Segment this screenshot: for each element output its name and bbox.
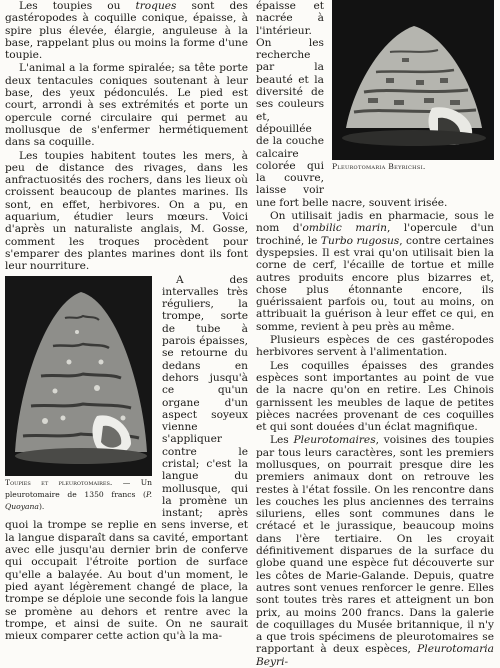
text-run: Les toupies ou <box>19 0 136 12</box>
text-run: , l'opercule d'un trochiné, le <box>256 222 495 247</box>
text-run: , contre certaines dyspepsies. Il est vrai qu'on utilisait bien la corne de cerf, l'écaille de tortue et mille autres produits encore plus bizarres et, chose plus étonnante encore, ils guérissaient parfois ou, tout au moins, on attribuait la guérison à leur effet ce qui, en somme, revient à peu près au même. <box>256 234 494 333</box>
paragraph: L'animal a la forme spiralée; sa tête porte deux tentacules coniques soutenant à leur base, des yeux pédonculés. Le pied est court, arrondi à ses extrémités et porte un opercule corné circulaire qui permet au mollusque de s'enfermer hermétiquement dans sa coquille. <box>5 62 248 149</box>
paragraph: Les toupies habitent toutes les mers, à peu de distance des rivages, dans les anfractuosités des rochers, dans les lieux où croissent beaucoup de plantes marines. Ils sont, en effet, herbivores. On a pu, en aquarium, étudier leurs mœurs. Voici d'après un naturaliste anglais, M. Gosse, comment les troques procèdent pour s'emparer des plantes marines dont ils font leur nourriture. <box>5 149 248 273</box>
shell-illustration <box>5 276 152 476</box>
text-run: , voisines des toupies par tous leurs caractères, sont les premiers mollusques, on pourrait presque dire les premiers animaux dont on retrouve les restes à l'état fossile. On les rencontre dans les couches les plus anciennes des terrains siluriens, elles sont communes dans le crétacé et le jurassique, beaucoup moins dans l'ère tertiaire. On les croyait définitivement disparues de la surface du globe quand une espèce fut découverte sur les côtes de Marie-Galande. Depuis, quatre autres sont venues renforcer le genre. Elles sont toutes très rares et atteignent un bon prix, au moins 200 francs. Dans la galerie de coquillages du Musée britannique, il n'y a que trois spécimens de pleurotomaires se rapportant à deux espèces, <box>256 434 495 656</box>
paragraph <box>5 274 248 643</box>
italic-term: Pleurotomaires <box>293 434 376 447</box>
caption-tail: ). <box>38 502 45 512</box>
italic-term: ombilic marin <box>302 222 387 235</box>
paragraph <box>256 210 494 333</box>
paragraph <box>256 0 494 209</box>
figure-caption <box>5 478 152 512</box>
left-column <box>5 0 248 642</box>
figure-pleurotomaria <box>332 0 494 188</box>
shell-illustration <box>332 0 494 160</box>
figure-toupies <box>5 276 152 512</box>
text-run: On utilisait jadis en pharmacie, sous le nom d' <box>256 210 494 235</box>
paragraph <box>256 434 494 668</box>
italic-term: Turbo rugosus <box>320 234 400 247</box>
right-column <box>256 0 494 668</box>
italic-term: Pleurotomaria Beyri- <box>256 643 494 668</box>
caption-head: Toupies et pleurotomaires. <box>5 477 113 487</box>
paragraph: Plusieurs espèces de ces gastéropodes herbivores servent à l'alimentation. <box>256 334 494 359</box>
caption-body: — Un pleurotomaire de 1350 francs ( <box>5 477 152 499</box>
figure-caption: Pleurotomaria Beyrichsi. <box>332 162 426 171</box>
paragraph: Les coquilles épaisses des grandes espèces sont importantes au point de vue de la nacre qu'on en retire. Les Chinois garnissent les meubles de laque de petites pièces nacrées provenant de ces coquilles et qui sont douées d'un éclat magnifique. <box>256 359 494 434</box>
italic-term: troques <box>135 0 177 12</box>
text-run: A des intervalles très réguliers, la trompe, sorte de tube à parois épaisses, se retourne du dedans en dehors jusqu'à ce qu'un organe d'un aspect soyeux vienne s'appliquer contre le cristal; c'est la langue du mollusque, qui la promène un instant; après quoi la trompe se replie en sens inverse, et la langue disparaît dans sa cavité, emportant avec elle jusqu'au dernier brin de conferve qui occupait l'étroite portion de surface qu'elle a balayée. Au bout d'un moment, le pied ayant légèrement changé de place, la trompe se déploie une seconde fois la langue se promène au dehors et rentre avec la trompe, et ainsi de suite. On ne saurait mieux comparer cette action qu'à la ma- <box>5 273 248 643</box>
caption-species: P. Quoyana <box>5 489 152 512</box>
text-run: Les <box>270 434 294 447</box>
text-run: sont des gastéropodes à coquille conique, épaisse, à spire plus élevée, élargie, anguleuse à la base, rappelant plus ou moins la forme d'une toupie. <box>5 0 248 62</box>
paragraph <box>5 0 248 61</box>
text-run: épaisse et nacrée à l'intérieur. On les recherche par la beauté et la diversité de ses couleurs et, dépouillée de la couche calcaire colorée qui la couvre, laisse voir une fort belle nacre, souvent irisée. <box>256 0 448 209</box>
